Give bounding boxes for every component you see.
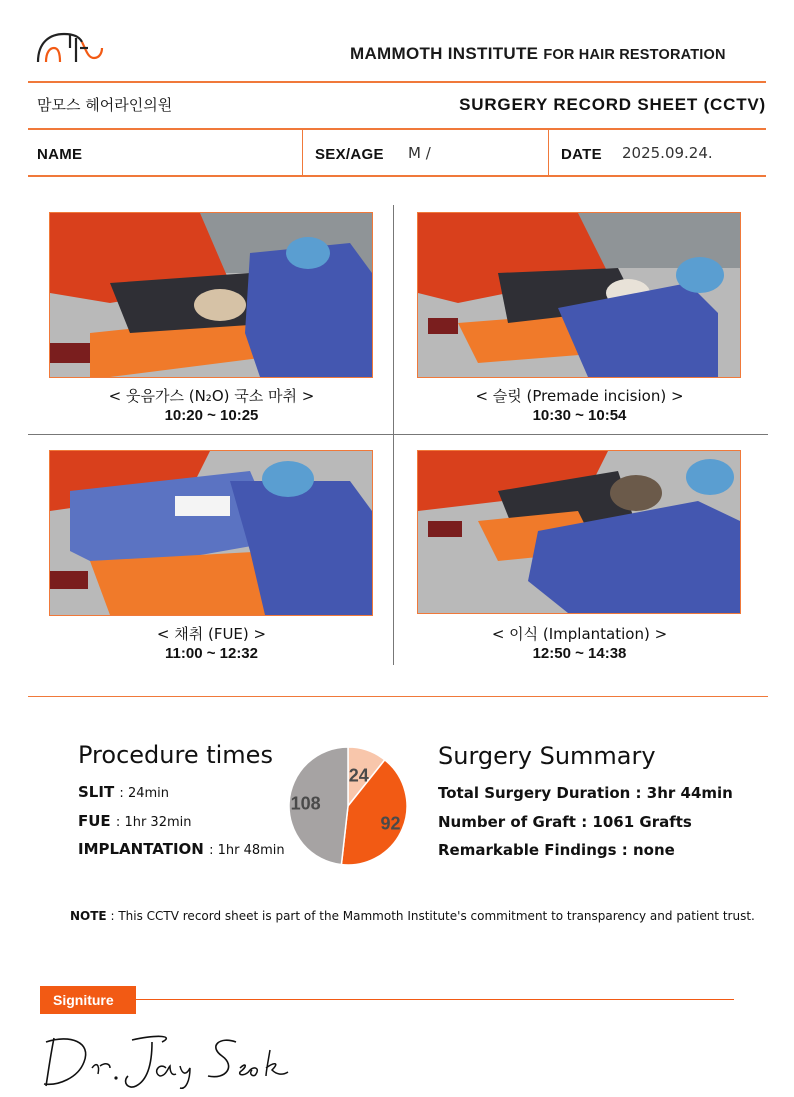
procedure-time-slit: SLIT : 24min [78, 783, 169, 801]
info-divider [548, 130, 549, 176]
photo-title: < 채취 (FUE) > [156, 625, 267, 643]
cctv-photo-implantation [417, 450, 741, 614]
section-rule [28, 696, 768, 697]
summary-duration: Total Surgery Duration : 3hr 44min [438, 784, 733, 802]
cctv-photo-anesthesia [49, 212, 373, 378]
date-label: DATE [561, 146, 602, 163]
photo-time: 10:20 ~ 10:25 [164, 407, 259, 424]
procedure-times-heading: Procedure times [78, 741, 273, 769]
photo-caption [49, 625, 374, 663]
name-label: NAME [37, 146, 83, 163]
brand-sub: FOR HAIR RESTORATION [543, 47, 726, 63]
handwritten-signature [40, 1028, 300, 1097]
photo-time: 10:30 ~ 10:54 [532, 407, 627, 424]
photo-caption [417, 625, 742, 663]
photo-caption [49, 387, 374, 425]
note [70, 909, 755, 923]
date-value: 2025.09.24. [622, 144, 713, 162]
procedure-label: FUE [78, 812, 111, 830]
clinic-name-kr: 맘모스 헤어라인의원 [37, 96, 173, 114]
brand-main: MAMMOTH INSTITUTE [350, 44, 539, 63]
summary-grafts: Number of Graft : 1061 Grafts [438, 813, 692, 831]
grid-divider-horizontal [28, 434, 768, 435]
photo-time: 12:50 ~ 14:38 [532, 645, 627, 662]
mammoth-logo-icon [36, 28, 108, 64]
note-label: NOTE [70, 909, 107, 923]
note-text: : This CCTV record sheet is part of the Mammoth Institute's commitment to transparency and patient trust. [106, 909, 755, 923]
signature-line [136, 999, 734, 1000]
photo-caption [417, 387, 742, 425]
grid-divider-vertical [393, 205, 394, 665]
cctv-photo-slit [417, 212, 741, 378]
summary-findings: Remarkable Findings : none [438, 841, 675, 859]
brand-name [350, 44, 726, 64]
procedure-time-implantation: IMPLANTATION : 1hr 48min [78, 840, 285, 858]
sex-age-value: M / [408, 144, 431, 162]
procedure-value: 24min [127, 786, 169, 801]
pie-data-label: 24 [348, 765, 369, 786]
info-divider [302, 130, 303, 176]
pie-data-label: 92 [380, 813, 401, 834]
cctv-photo-fue [49, 450, 373, 616]
photo-title: < 웃음가스 (N₂O) 국소 마취 > [108, 387, 315, 405]
sheet-title: SURGERY RECORD SHEET (CCTV) [459, 95, 766, 114]
photo-title: < 슬릿 (Premade incision) > [475, 387, 684, 405]
procedure-value: 1hr 48min [217, 843, 285, 858]
header-rule [28, 81, 766, 83]
photo-title: < 이식 (Implantation) > [491, 625, 668, 643]
sex-age-label: SEX/AGE [315, 146, 384, 163]
procedure-label: IMPLANTATION [78, 840, 204, 858]
title-rule [28, 128, 766, 130]
procedure-value: 1hr 32min [124, 815, 192, 830]
surgery-summary-heading: Surgery Summary [438, 742, 656, 770]
procedure-pie-chart [283, 742, 413, 870]
procedure-label: SLIT [78, 783, 115, 801]
info-rule [28, 175, 766, 177]
procedure-time-fue: FUE : 1hr 32min [78, 812, 192, 830]
photo-time: 11:00 ~ 12:32 [165, 645, 258, 662]
signature-tag: Signiture [40, 986, 136, 1014]
pie-data-label: 108 [290, 793, 321, 814]
